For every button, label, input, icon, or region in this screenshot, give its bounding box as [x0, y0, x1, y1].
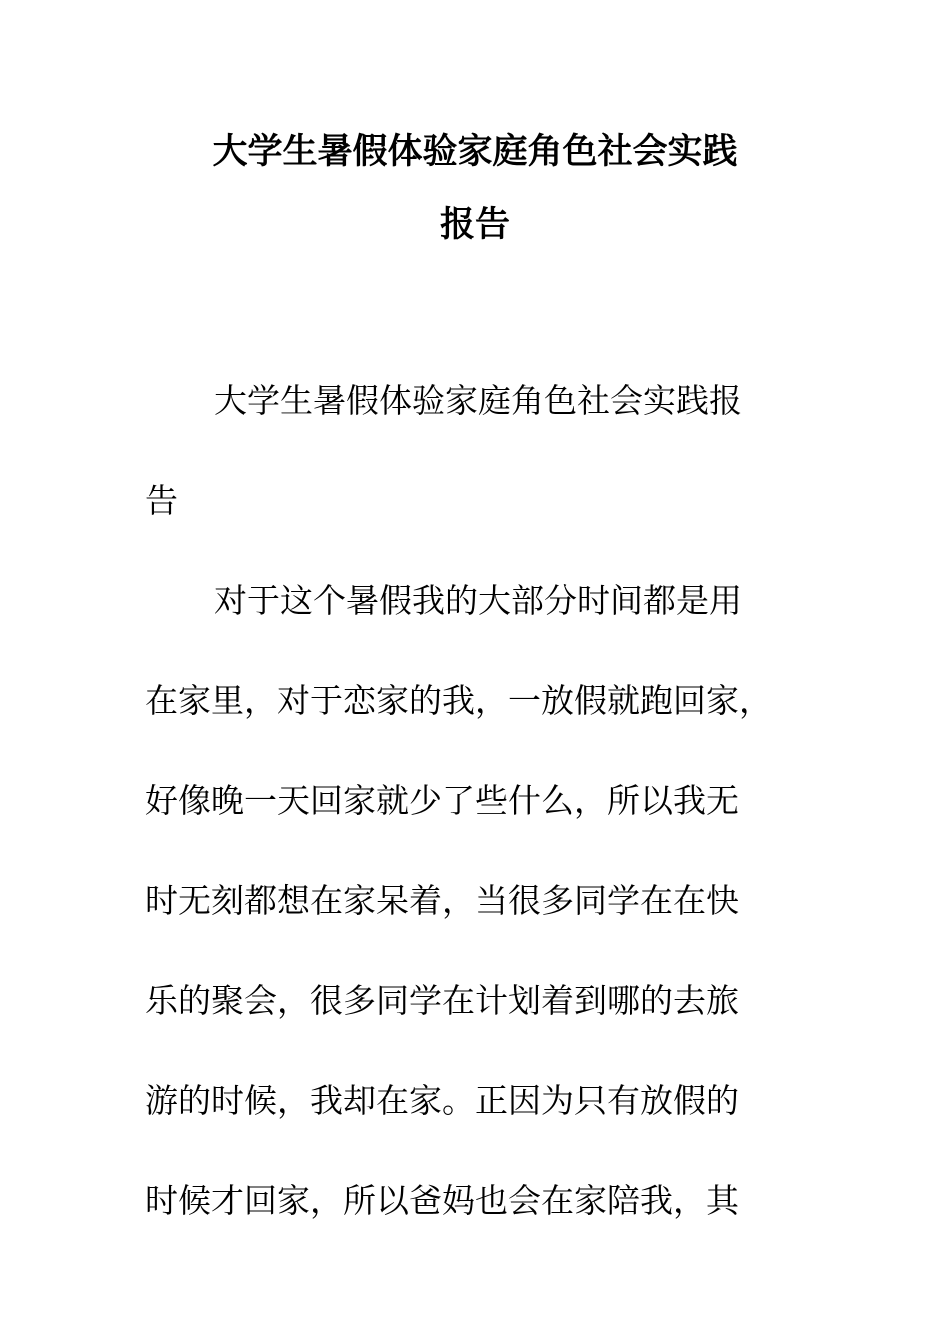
body-line-7: 乐的聚会，很多同学在计划着到哪的去旅 — [145, 981, 739, 1020]
body-line-5: 好像晚一天回家就少了些什么，所以我无 — [145, 781, 739, 820]
body-line-2: 告 — [145, 481, 178, 520]
document-title-line-1: 大学生暑假体验家庭角色社会实践 — [212, 132, 738, 172]
document-title-line-2: 报告 — [439, 205, 510, 245]
body-line-9: 时候才回家，所以爸妈也会在家陪我，其 — [145, 1181, 739, 1220]
body-line-6: 时无刻都想在家呆着，当很多同学在在快 — [145, 881, 739, 920]
body-line-3: 对于这个暑假我的大部分时间都是用 — [214, 581, 742, 620]
body-line-8: 游的时候，我却在家。正因为只有放假的 — [145, 1081, 739, 1120]
body-line-1: 大学生暑假体验家庭角色社会实践报 — [214, 381, 742, 420]
body-line-4: 在家里，对于恋家的我，一放假就跑回家， — [145, 681, 772, 720]
